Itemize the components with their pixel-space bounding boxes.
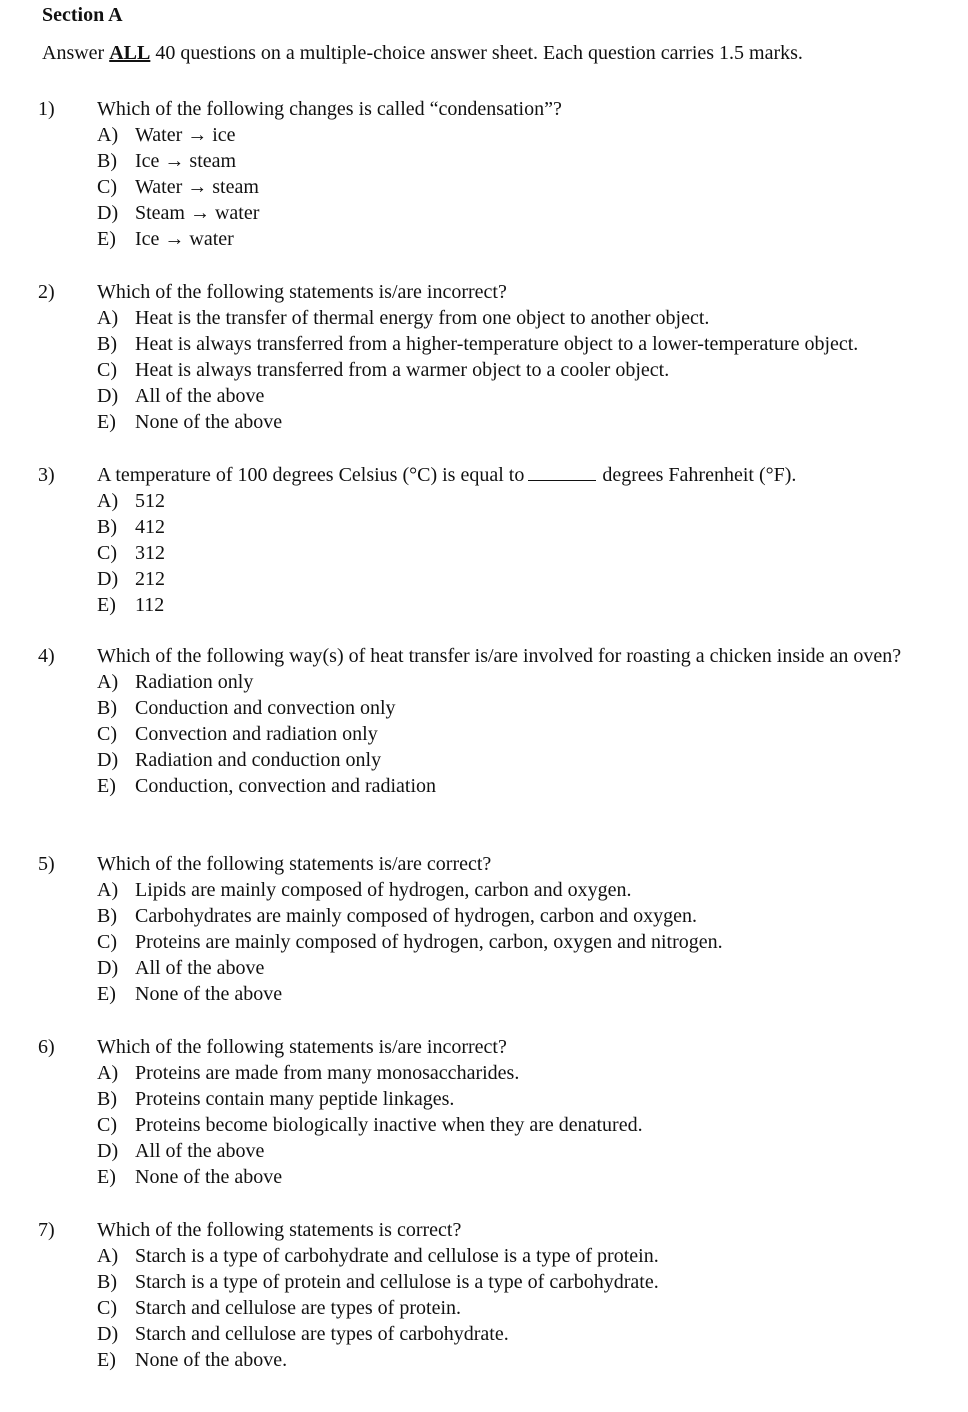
option-text: Proteins are mainly composed of hydrogen, carbon, oxygen and nitrogen.: [135, 931, 723, 953]
option-text: All of the above: [135, 1140, 265, 1162]
option-text: Proteins become biologically inactive when they are denatured.: [135, 1114, 643, 1136]
option-letter: C): [97, 1297, 117, 1319]
question-text: Which of the following statements is/are incorrect?: [97, 1036, 507, 1058]
option-text: Heat is the transfer of thermal energy from one object to another object.: [135, 307, 710, 329]
option-e: [97, 1164, 938, 1190]
option-letter: B): [97, 1271, 117, 1293]
option-text: None of the above: [135, 983, 283, 1005]
instructions-suffix: 40 questions on a multiple-choice answer sheet. Each question carries 1.5 marks.: [155, 42, 803, 64]
option-text: None of the above.: [135, 1349, 288, 1371]
option-letter: C): [97, 359, 117, 381]
option-text: 112: [135, 594, 165, 616]
option-letter: B): [97, 697, 117, 719]
option-c: [97, 929, 938, 955]
option-text: None of the above: [135, 1166, 283, 1188]
question-4: [38, 643, 938, 799]
question-5: [38, 851, 938, 1007]
option-letter: A): [97, 490, 119, 512]
question-6: [38, 1034, 938, 1190]
option-a: [97, 122, 938, 148]
option-letter: D): [97, 1323, 119, 1345]
question-number: 5): [38, 853, 55, 875]
option-letter: A): [97, 671, 119, 693]
instructions-prefix: Answer: [42, 42, 105, 64]
option-letter: D): [97, 1140, 119, 1162]
option-a: [97, 669, 938, 695]
option-d: [97, 955, 938, 981]
option-letter: D): [97, 202, 119, 224]
option-letter: E): [97, 775, 116, 797]
option-a: [97, 1060, 938, 1086]
option-letter: B): [97, 905, 117, 927]
option-text: Convection and radiation only: [135, 723, 378, 745]
option-letter: C): [97, 1114, 117, 1136]
option-text: Radiation and conduction only: [135, 749, 382, 771]
option-b: [97, 148, 938, 174]
option-c: [97, 1295, 938, 1321]
option-letter: A): [97, 124, 119, 146]
option-b: [97, 514, 938, 540]
option-text: Lipids are mainly composed of hydrogen, carbon and oxygen.: [135, 879, 632, 901]
question-text: Which of the following changes is called “condensation”?: [97, 98, 562, 120]
question-text: [97, 462, 938, 488]
section-title: Section A: [42, 4, 123, 26]
option-a: [97, 488, 938, 514]
option-text: Steam → water: [135, 202, 260, 224]
option-letter: D): [97, 957, 119, 979]
question-text: Which of the following statements is/are correct?: [97, 853, 492, 875]
option-letter: D): [97, 568, 119, 590]
option-letter: E): [97, 983, 116, 1005]
question-number: 2): [38, 281, 55, 303]
option-letter: C): [97, 542, 117, 564]
option-d: [97, 1138, 938, 1164]
option-b: [97, 1086, 938, 1112]
option-c: [97, 1112, 938, 1138]
option-text: Proteins contain many peptide linkages.: [135, 1088, 455, 1110]
option-b: [97, 903, 938, 929]
answer-blank: [528, 462, 596, 481]
option-text: Water → ice: [135, 124, 236, 146]
option-d: [97, 383, 938, 409]
question-2: [38, 279, 938, 435]
option-letter: A): [97, 1062, 119, 1084]
option-letter: D): [97, 749, 119, 771]
option-a: [97, 877, 938, 903]
instructions-emphasis: ALL: [109, 42, 151, 64]
question-number: 3): [38, 464, 55, 486]
option-b: [97, 331, 938, 357]
option-c: [97, 174, 938, 200]
option-letter: A): [97, 307, 119, 329]
option-b: [97, 695, 938, 721]
question-text-before-blank: A temperature of 100 degrees Celsius (°C) is equal to: [97, 464, 525, 486]
question-7: [38, 1217, 938, 1373]
option-letter: E): [97, 228, 116, 250]
option-text: Ice → water: [135, 228, 234, 250]
option-text: Proteins are made from many monosaccharides.: [135, 1062, 520, 1084]
option-text: Starch and cellulose are types of protein.: [135, 1297, 461, 1319]
option-d: [97, 200, 938, 226]
option-e: [97, 592, 938, 618]
option-letter: A): [97, 1245, 119, 1267]
question-1: [38, 96, 938, 252]
option-letter: C): [97, 931, 117, 953]
option-text: Carbohydrates are mainly composed of hydrogen, carbon and oxygen.: [135, 905, 698, 927]
option-text: All of the above: [135, 385, 265, 407]
option-e: [97, 1347, 938, 1373]
option-letter: E): [97, 594, 116, 616]
option-text: Heat is always transferred from a higher-temperature object to a lower-temperature object.: [135, 333, 859, 355]
option-text: 512: [135, 490, 165, 512]
option-text: Starch is a type of carbohydrate and cellulose is a type of protein.: [135, 1245, 659, 1267]
option-a: [97, 1243, 938, 1269]
option-letter: B): [97, 333, 117, 355]
question-number: 7): [38, 1219, 55, 1241]
option-text: None of the above: [135, 411, 283, 433]
option-b: [97, 1269, 938, 1295]
option-text: Water → steam: [135, 176, 259, 198]
question-number: 1): [38, 98, 55, 120]
option-text: Conduction and convection only: [135, 697, 396, 719]
option-a: [97, 305, 938, 331]
option-d: [97, 747, 938, 773]
option-c: [97, 540, 938, 566]
option-letter: B): [97, 1088, 117, 1110]
option-text: All of the above: [135, 957, 265, 979]
option-e: [97, 773, 938, 799]
option-text: Radiation only: [135, 671, 254, 693]
option-d: [97, 1321, 938, 1347]
question-3: [38, 462, 938, 618]
option-text: Starch is a type of protein and cellulose is a type of carbohydrate.: [135, 1271, 659, 1293]
option-letter: E): [97, 411, 116, 433]
option-d: [97, 566, 938, 592]
option-letter: A): [97, 879, 119, 901]
question-number: 6): [38, 1036, 55, 1058]
question-number: 4): [38, 645, 55, 667]
question-text: Which of the following way(s) of heat transfer is/are involved for roasting a chicken inside an oven?: [97, 645, 902, 667]
question-text: Which of the following statements is/are incorrect?: [97, 281, 507, 303]
option-e: [97, 409, 938, 435]
option-text: Ice → steam: [135, 150, 237, 172]
option-letter: B): [97, 150, 117, 172]
option-text: 412: [135, 516, 165, 538]
option-e: [97, 981, 938, 1007]
option-text: Conduction, convection and radiation: [135, 775, 437, 797]
option-c: [97, 721, 938, 747]
option-letter: D): [97, 385, 119, 407]
option-e: [97, 226, 938, 252]
option-letter: C): [97, 723, 117, 745]
option-text: 312: [135, 542, 165, 564]
option-letter: C): [97, 176, 117, 198]
instructions: [42, 41, 803, 65]
option-c: [97, 357, 938, 383]
option-text: 212: [135, 568, 165, 590]
option-letter: E): [97, 1349, 116, 1371]
option-text: Heat is always transferred from a warmer object to a cooler object.: [135, 359, 670, 381]
question-text: Which of the following statements is correct?: [97, 1219, 462, 1241]
option-letter: E): [97, 1166, 116, 1188]
question-text-after-blank: degrees Fahrenheit (°F).: [602, 464, 797, 486]
option-text: Starch and cellulose are types of carbohydrate.: [135, 1323, 509, 1345]
option-letter: B): [97, 516, 117, 538]
